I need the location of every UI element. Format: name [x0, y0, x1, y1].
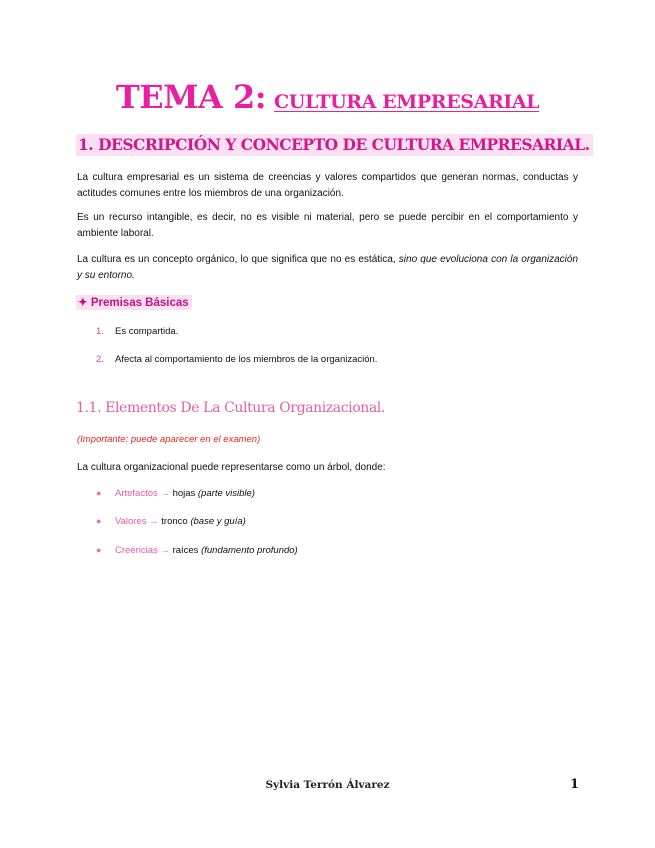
- tree-intro: La cultura organizacional puede representarse como un árbol, donde:: [77, 462, 386, 473]
- paragraph-organic: [77, 252, 578, 284]
- bullet-term: Artefactos: [115, 488, 158, 499]
- bullet-icon: ●: [96, 545, 102, 555]
- page-number: 1: [570, 777, 580, 792]
- premisa-text: Es compartida.: [115, 326, 179, 337]
- premisa-text: Afecta al comportamiento de los miembros de la organización.: [115, 354, 378, 365]
- bullet-item-creencias: [96, 545, 298, 556]
- section-1-1-heading: 1.1. Elementos De La Cultura Organizacional.: [76, 400, 385, 416]
- section-1-heading: 1. DESCRIPCIÓN Y CONCEPTO DE CULTURA EMPRESARIAL.: [76, 134, 593, 156]
- paragraph-organic-normal: La cultura es un concepto orgánico, lo que significa que no es estática,: [77, 254, 399, 265]
- bullet-hint: (base y guía): [190, 516, 246, 527]
- list-number: 2.: [96, 354, 104, 365]
- title-subtitle: CULTURA EMPRESARIAL: [274, 91, 540, 113]
- paragraph-organic-italic: sino que evoluciona con la organización y su entorno.: [77, 254, 579, 281]
- bullet-target: raíces: [172, 545, 199, 556]
- bullet-target: tronco: [161, 516, 188, 527]
- bullet-hint: (parte visible): [197, 488, 255, 499]
- arrow-icon: →: [160, 488, 170, 499]
- bullet-icon: ●: [96, 488, 102, 498]
- premisa-item: [96, 326, 178, 337]
- exam-note: (Importante: puede aparecer en el examen): [77, 434, 261, 445]
- premisas-heading: ✦ Premisas Básicas: [76, 295, 192, 310]
- premisa-item: [96, 354, 377, 365]
- list-number: 1.: [96, 326, 104, 337]
- bullet-hint: (fundamento profundo): [201, 545, 298, 556]
- bullet-target: hojas: [172, 488, 196, 499]
- bullet-item-artefactos: [96, 488, 255, 499]
- arrow-icon: →: [160, 545, 170, 556]
- document-title: [0, 78, 655, 116]
- bullet-icon: ●: [96, 516, 102, 526]
- arrow-icon: →: [149, 516, 159, 527]
- title-main: TEMA 2:: [115, 78, 267, 116]
- bullet-item-valores: [96, 516, 246, 527]
- paragraph-intangible: Es un recurso intangible, es decir, no es visible ni material, pero se puede percibir en el comportamiento y ambiente laboral.: [77, 212, 578, 239]
- bullet-term: Valores: [115, 516, 147, 527]
- bullet-term: Creencias: [115, 545, 158, 556]
- paragraph-definition: La cultura empresarial es un sistema de creencias y valores compartidos que generan normas, conductas y actitudes comunes entre los miembros de una organización.: [77, 172, 578, 199]
- footer-author: Sylvia Terrón Álvarez: [265, 779, 390, 791]
